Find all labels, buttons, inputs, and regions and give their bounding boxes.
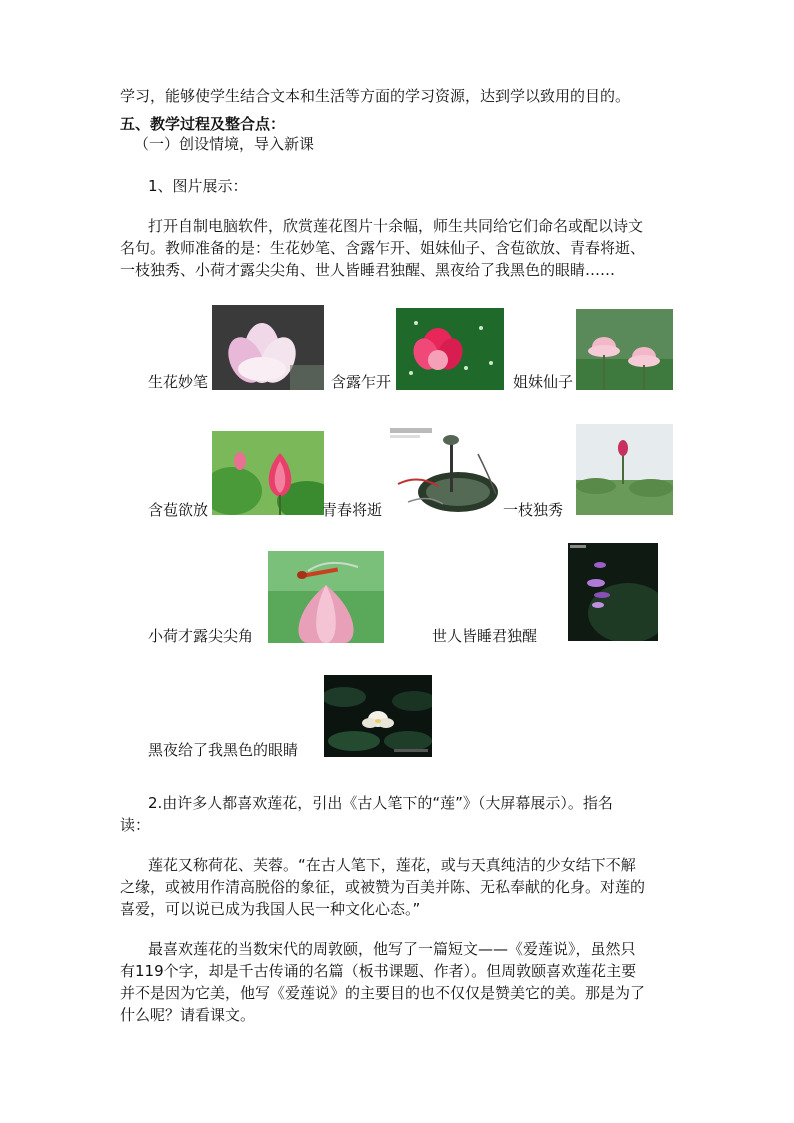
caption: 世人皆睡君独醒 bbox=[432, 627, 538, 645]
para3-line: 喜爱，可以说已成为我国人民一种文化心态。” bbox=[120, 900, 421, 918]
para2-line: 2.由许多人都喜欢莲花，引出《古人笔下的“莲”》（大屏幕展示）。指名 bbox=[148, 794, 613, 812]
caption: 姐妹仙子 bbox=[513, 373, 574, 391]
para1-line: 打开自制电脑软件，欣赏莲花图片十余幅，师生共同给它们命名或配以诗文 bbox=[148, 217, 644, 235]
caption: 黑夜给了我黑色的眼睛 bbox=[148, 741, 299, 759]
caption: 生花妙笔 bbox=[148, 373, 209, 391]
para1-line: 一枝独秀、小荷才露尖尖角、世人皆睡君独醒、黑夜给了我黑色的眼睛…… bbox=[120, 261, 616, 279]
intro-line: 学习，能够使学生结合文本和生活等方面的学习资源，达到学以致用的目的。 bbox=[120, 87, 631, 105]
lotus-photo bbox=[324, 675, 432, 757]
lotus-photo bbox=[268, 551, 384, 643]
para1-line: 名句。教师准备的是：生花妙笔、含露乍开、姐妹仙子、含苞欲放、青春将逝、 bbox=[120, 239, 646, 257]
lotus-photo bbox=[576, 424, 673, 515]
para2-line: 读： bbox=[120, 816, 151, 834]
para3-line: 莲花又称荷花、芙蓉。“在古人笔下，莲花，或与天真纯洁的少女结下不解 bbox=[148, 856, 636, 874]
para4-line: 什么呢？请看课文。 bbox=[120, 1006, 256, 1024]
caption: 含露乍开 bbox=[331, 373, 392, 391]
para4-line: 最喜欢莲花的当数宋代的周敦颐，他写了一篇短文——《爱莲说》，虽然只 bbox=[148, 940, 636, 958]
lotus-photo bbox=[212, 431, 324, 515]
caption: 小荷才露尖尖角 bbox=[148, 627, 254, 645]
lotus-photo bbox=[576, 309, 673, 390]
caption: 青春将逝 bbox=[322, 501, 383, 519]
para4-line: 有119个字，却是千古传诵的名篇（板书课题、作者）。但周敦颐喜欢莲花主要 bbox=[120, 962, 637, 980]
lotus-photo bbox=[212, 305, 324, 390]
lotus-photo bbox=[568, 543, 658, 641]
section-title: 五、教学过程及整合点： bbox=[120, 115, 286, 133]
item1-title: 1、图片展示： bbox=[148, 177, 248, 195]
para3-line: 之缘，或被用作清高脱俗的象征，或被赞为百美并陈、无私奉献的化身。对莲的 bbox=[120, 878, 646, 896]
sub-title: （一）创设情境，导入新课 bbox=[134, 135, 315, 153]
para4-line: 并不是因为它美，他写《爱莲说》的主要目的也不仅仅是赞美它的美。那是为了 bbox=[120, 984, 646, 1002]
caption: 一枝独秀 bbox=[503, 501, 564, 519]
lotus-photo bbox=[388, 424, 504, 515]
lotus-photo bbox=[396, 308, 504, 390]
caption: 含苞欲放 bbox=[148, 501, 209, 519]
